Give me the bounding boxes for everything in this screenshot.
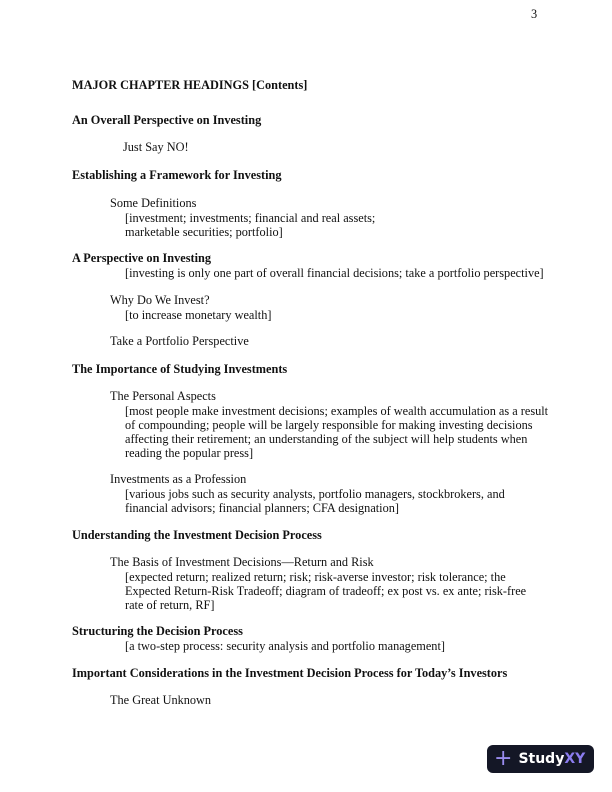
contents-title: MAJOR CHAPTER HEADINGS [Contents] [72,78,308,92]
section-notes: [investment; investments; financial and real assets; [125,211,376,225]
brand-text: Study [518,751,565,767]
section-heading: Understanding the Investment Decision Process [72,528,322,542]
section-notes: marketable securities; portfolio] [125,225,283,239]
subsection-title: Just Say NO! [123,140,189,154]
section-notes: rate of return, RF] [125,598,215,612]
subsection-title: Investments as a Profession [110,472,247,486]
section-heading: Important Considerations in the Investment Decision Process for Today’s Investors [72,666,508,680]
subsection-title: Why Do We Invest? [110,293,210,307]
subsection-title: The Great Unknown [110,693,212,707]
section-notes: [expected return; realized return; risk; risk-averse investor; risk tolerance; the [125,570,506,584]
studyxy-badge[interactable] [487,745,594,773]
section-notes: reading the popular press] [125,446,254,460]
section-notes: financial advisors; financial planners; CFA designation] [125,501,399,515]
plus-icon: + [494,746,513,771]
subsection-title: Some Definitions [110,196,197,210]
subsection-title: The Personal Aspects [110,389,216,403]
section-heading: Structuring the Decision Process [72,624,243,638]
section-notes: [investing is only one part of overall financial decisions; take a portfolio perspective] [125,266,544,280]
brand-accent: XY [564,751,586,767]
section-heading: Establishing a Framework for Investing [72,168,282,182]
section-notes: [a two-step process: security analysis and portfolio management] [125,639,445,653]
section-notes: [most people make investment decisions; examples of wealth accumulation as a result [125,404,549,418]
page-number: 3 [531,7,538,21]
section-heading: An Overall Perspective on Investing [72,113,262,127]
section-notes: [to increase monetary wealth] [125,308,272,322]
section-heading: A Perspective on Investing [72,251,212,265]
section-notes: affecting their retirement; an understanding of the subject will help students when [125,432,528,446]
section-notes: [various jobs such as security analysts, portfolio managers, stockbrokers, and [125,487,505,501]
subsection-title: Take a Portfolio Perspective [110,334,249,348]
section-heading: The Importance of Studying Investments [72,362,288,376]
subsection-title: The Basis of Investment Decisions—Return and Risk [110,555,374,569]
section-notes: Expected Return-Risk Tradeoff; diagram of tradeoff; ex post vs. ex ante; risk-free [125,584,527,598]
section-notes: of compounding; people will be largely responsible for making investing decisions [125,418,533,432]
